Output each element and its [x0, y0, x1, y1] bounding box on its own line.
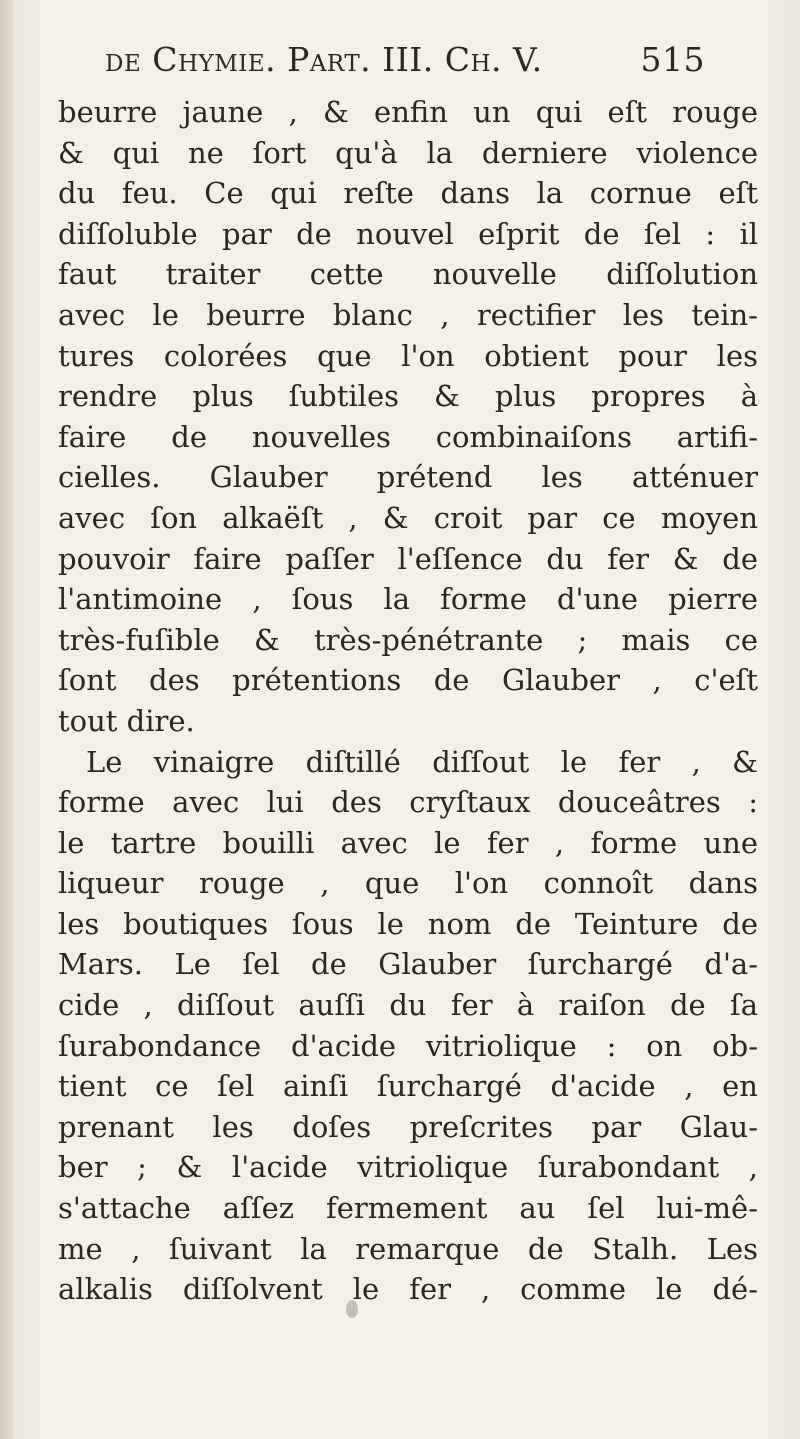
text-line: ſurabondance d'acide vitriolique : on ob- [58, 1028, 758, 1063]
text-line: très-fuſible & très-pénétrante ; mais ce [58, 622, 758, 657]
running-head-title: de Chymie. Part. III. Ch. V. [105, 40, 543, 79]
text-line: tout dire. [58, 703, 195, 738]
text-line: me , ſuivant la remarque de Stalh. Les [58, 1231, 758, 1266]
text-line: tures colorées que l'on obtient pour les [58, 338, 758, 373]
page-number: 515 [640, 40, 705, 79]
text-line: l'antimoine , ſous la forme d'une pierre [58, 582, 758, 617]
text-line: liqueur rouge , que l'on connoît dans [58, 866, 758, 901]
page-spine-shadow [0, 0, 14, 1439]
text-line: rendre plus ſubtiles & plus propres à [58, 379, 758, 414]
text-line: forme avec lui des cryſtaux douceâtres : [58, 785, 758, 820]
text-line: pouvoir faire paſſer l'eſſence du fer & de [58, 541, 758, 576]
body-text [58, 92, 758, 1310]
text-line: Mars. Le ſel de Glauber ſurchargé d'a- [58, 947, 758, 982]
text-line: cielles. Glauber prétend les atténuer [58, 460, 758, 495]
text-line: tient ce ſel ainſi ſurchargé d'acide , en [58, 1069, 758, 1104]
text-line: diſſoluble par de nouvel eſprit de ſel : il [58, 216, 758, 251]
text-line: les boutiques ſous le nom de Teinture de [58, 906, 758, 941]
text-line: ber ; & l'acide vitriolique ſurabondant , [58, 1150, 758, 1185]
text-line: faut traiter cette nouvelle diſſolution [58, 257, 758, 292]
text-line: & qui ne ſort qu'à la derniere violence [58, 135, 758, 170]
text-line: prenant les doſes preſcrites par Glau- [58, 1109, 758, 1144]
text-line: le tartre bouilli avec le fer , forme une [58, 825, 758, 860]
text-line: faire de nouvelles combinaiſons artifi- [58, 419, 758, 454]
running-head [105, 40, 705, 98]
text-line: Le vinaigre diſtillé diſſout le fer , & [86, 744, 758, 779]
text-line: avec ſon alkaëſt , & croit par ce moyen [58, 500, 758, 535]
text-line: ſont des prétentions de Glauber , c'eſt [58, 663, 758, 698]
text-line: du feu. Ce qui reſte dans la cornue eſt [58, 176, 758, 211]
text-line: alkalis diſſolvent le fer , comme le dé- [58, 1272, 758, 1307]
text-line: beurre jaune , & enfin un qui eſt rouge [58, 95, 758, 129]
text-line: cide , diſſout auſſi du fer à raiſon de ſa [58, 988, 758, 1023]
text-line: avec le beurre blanc , rectifier les tein- [58, 297, 758, 332]
text-line: s'attache aſſez fermement au ſel lui-mê- [58, 1191, 758, 1226]
ink-stain [346, 1300, 358, 1318]
